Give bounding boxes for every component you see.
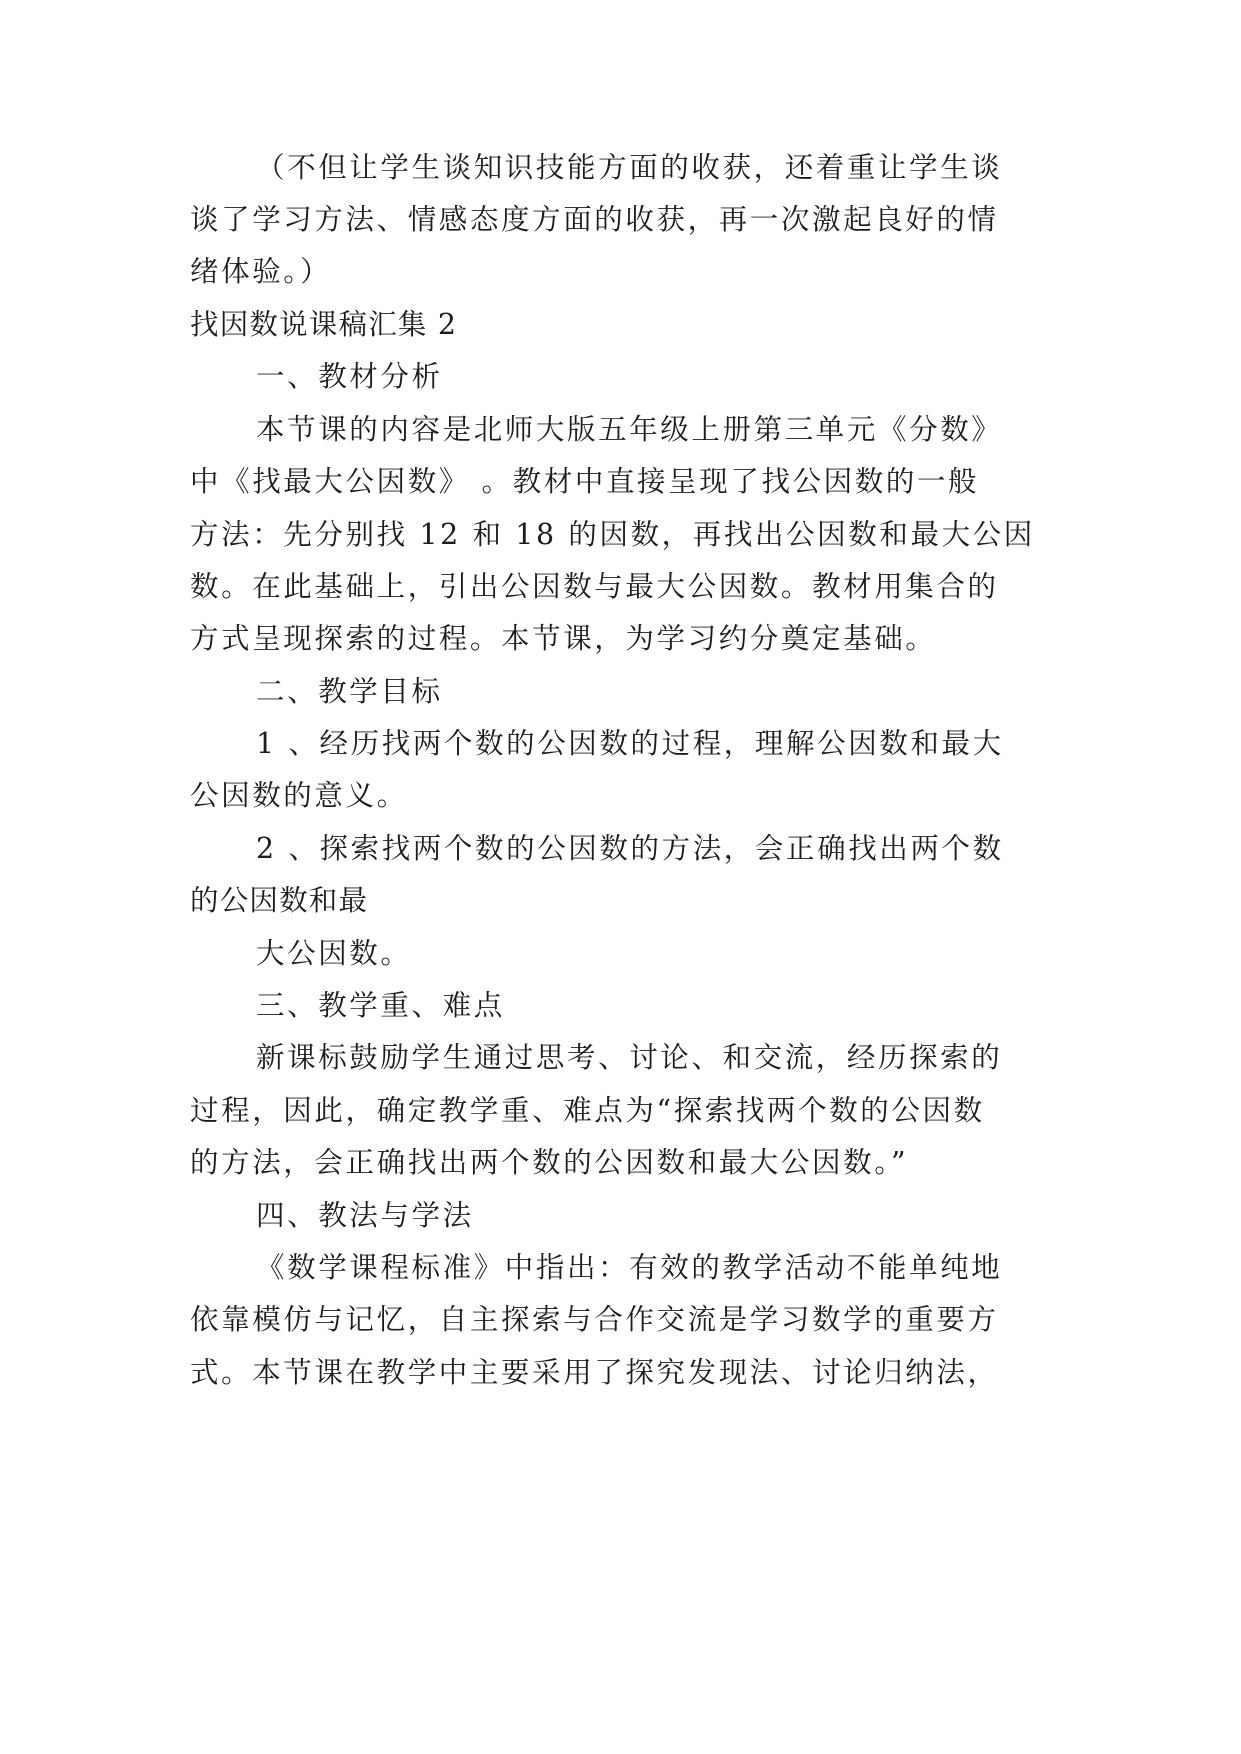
paragraph-line: 的方法，会正确找出两个数的公因数和最大公因数。” xyxy=(190,1146,909,1179)
paragraph-line: 依靠模仿与记忆，自主探索与合作交流是学习数学的重要方 xyxy=(190,1303,999,1336)
paragraph-line: 绪体验。） xyxy=(190,255,332,288)
paragraph-line: （不但让学生谈知识技能方面的收获，还着重让学生谈 xyxy=(256,151,1003,184)
paragraph-line: 过程，因此，确定教学重、难点为“探索找两个数的公因数 xyxy=(190,1094,985,1127)
paragraph-line: 方式呈现探索的过程。本节课，为学习约分奠定基础。 xyxy=(190,622,937,655)
list-item: 1 、经历找两个数的公因数的过程，理解公因数和最大 xyxy=(256,727,1004,760)
paragraph-line: 本节课的内容是北师大版五年级上册第三单元《分数》 xyxy=(256,413,1003,446)
heading-teaching-material: 一、教材分析 xyxy=(256,360,443,393)
paragraph-line: 新课标鼓励学生通过思考、讨论、和交流，经历探索的 xyxy=(256,1041,1003,1074)
heading-methods: 四、教法与学法 xyxy=(256,1199,474,1232)
heading-teaching-goals: 二、教学目标 xyxy=(256,675,443,708)
paragraph-line: 的公因数和最 xyxy=(190,884,369,917)
paragraph-line: 数。在此基础上，引出公因数与最大公因数。教材用集合的 xyxy=(190,570,999,603)
paragraph-line: 大公因数。 xyxy=(256,937,412,970)
paragraph-line: 谈了学习方法、情感态度方面的收获，再一次激起良好的情 xyxy=(190,203,999,236)
heading-key-points: 三、教学重、难点 xyxy=(256,989,505,1022)
paragraph-line: 方法：先分别找 12 和 18 的因数，再找出公因数和最大公因 xyxy=(190,518,1035,551)
paragraph-line: 《数学课程标准》中指出：有效的教学活动不能单纯地 xyxy=(256,1251,1003,1284)
paragraph-line: 中《找最大公因数》 。教材中直接呈现了找公因数的一般 xyxy=(190,465,980,498)
paragraph-line: 公因数的意义。 xyxy=(190,779,408,812)
list-item: 2 、探索找两个数的公因数的方法，会正确找出两个数 xyxy=(256,832,1004,865)
section-title: 找因数说课稿汇集 2 xyxy=(190,308,458,341)
paragraph-line: 式。本节课在教学中主要采用了探究发现法、讨论归纳法， xyxy=(190,1356,999,1389)
